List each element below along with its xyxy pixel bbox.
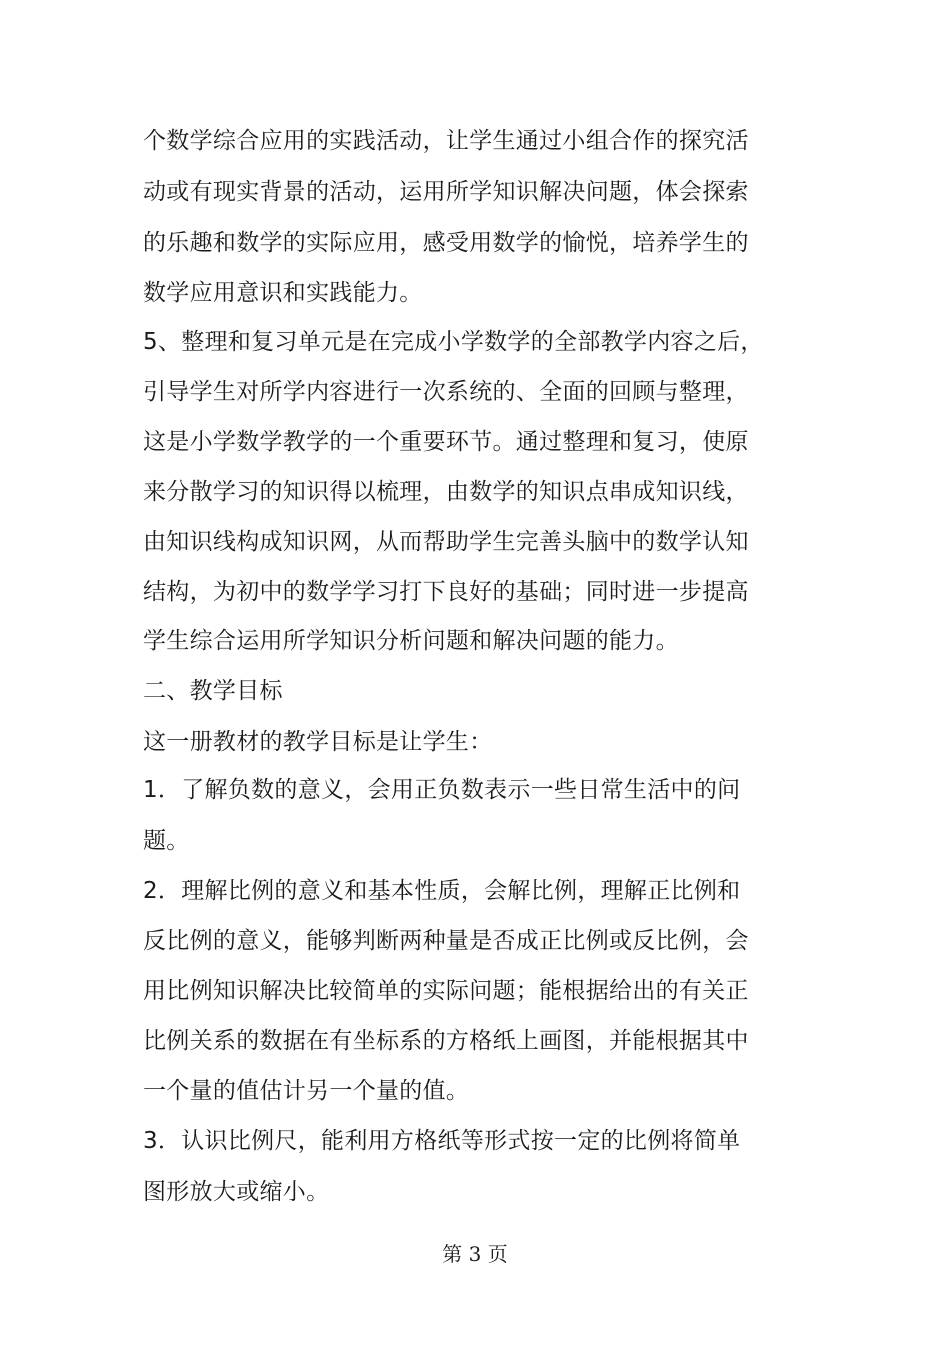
text-line: 学生综合运用所学知识分析问题和解决问题的能力。: [143, 628, 679, 654]
text-line: 这一册教材的教学目标是让学生：: [143, 729, 493, 755]
text-line: 1．了解负数的意义，会用正负数表示一些日常生活中的问: [143, 777, 741, 803]
text-line: 个数学综合应用的实践活动，让学生通过小组合作的探究活: [143, 128, 749, 154]
page-number: 第 3 页: [442, 1242, 508, 1266]
section-heading: 二、教学目标: [143, 678, 283, 704]
text-line: 比例关系的数据在有坐标系的方格纸上画图，并能根据其中: [143, 1028, 749, 1054]
text-line: 图形放大或缩小。: [143, 1179, 330, 1205]
text-line: 来分散学习的知识得以梳理，由数学的知识点串成知识线，: [143, 479, 749, 505]
text-line: 反比例的意义，能够判断两种量是否成正比例或反比例，会: [143, 928, 749, 954]
text-line: 动或有现实背景的活动，运用所学知识解决问题，体会探索: [143, 179, 749, 205]
text-line: 2．理解比例的意义和基本性质，会解比例，理解正比例和: [143, 878, 741, 904]
text-line: 一个量的值估计另一个量的值。: [143, 1078, 470, 1104]
text-line: 3．认识比例尺，能利用方格纸等形式按一定的比例将简单: [143, 1128, 741, 1154]
text-line: 这是小学数学教学的一个重要环节。通过整理和复习，使原: [143, 429, 749, 455]
text-line: 题。: [143, 828, 190, 854]
text-line: 的乐趣和数学的实际应用，感受用数学的愉悦，培养学生的: [143, 230, 749, 256]
text-line: 结构，为初中的数学学习打下良好的基础；同时进一步提高: [143, 579, 749, 605]
text-line: 由知识线构成知识网，从而帮助学生完善头脑中的数学认知: [143, 529, 749, 555]
text-line: 数学应用意识和实践能力。: [143, 280, 423, 306]
text-line: 用比例知识解决比较简单的实际问题；能根据给出的有关正: [143, 978, 749, 1004]
text-line: 5、整理和复习单元是在完成小学数学的全部教学内容之后，: [143, 329, 764, 355]
text-line: 引导学生对所学内容进行一次系统的、全面的回顾与整理，: [143, 379, 749, 405]
